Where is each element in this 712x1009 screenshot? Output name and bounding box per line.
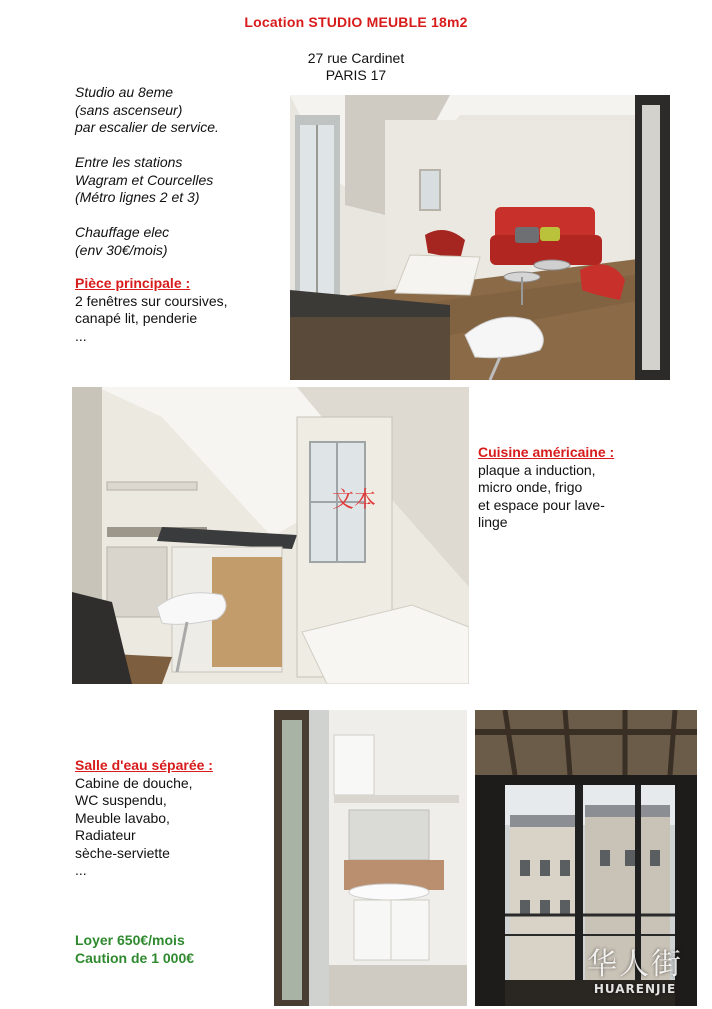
kitchen-line: et espace pour lave- bbox=[478, 496, 605, 513]
window-view-photo bbox=[475, 710, 697, 1006]
bathroom-heading: Salle d'eau séparée : bbox=[75, 757, 213, 773]
bathroom-line: Cabine de douche, bbox=[75, 774, 193, 791]
intro-line: (sans ascenseur) bbox=[75, 101, 183, 118]
page-title: Location STUDIO MEUBLE 18m2 bbox=[244, 14, 468, 30]
bathroom-line: sèche-serviette bbox=[75, 844, 170, 861]
intro-line: Studio au 8eme bbox=[75, 84, 174, 100]
address bbox=[256, 50, 456, 84]
bathroom-photo bbox=[274, 710, 467, 1006]
bathroom-line: WC suspendu, bbox=[75, 792, 167, 808]
address-city: PARIS 17 bbox=[325, 67, 387, 83]
bathroom-line: Radiateur bbox=[75, 827, 136, 843]
intro-line: (Métro lignes 2 et 3) bbox=[75, 189, 200, 205]
bathroom-line: Meuble lavabo, bbox=[75, 809, 170, 826]
kitchen-overlay-text: 文本 bbox=[332, 488, 377, 513]
intro-line: par escalier de service. bbox=[75, 119, 219, 135]
kitchen-photo bbox=[72, 387, 469, 684]
kitchen-heading: Cuisine américaine : bbox=[478, 444, 615, 460]
bathroom-block bbox=[75, 757, 213, 880]
intro-line: (env 30€/mois) bbox=[75, 241, 168, 258]
watermark-cn: 华人街 bbox=[587, 947, 683, 982]
deposit-line: Caution de 1 000€ bbox=[75, 949, 195, 966]
main-room-heading: Pièce principale : bbox=[75, 275, 191, 291]
kitchen-line: micro onde, frigo bbox=[478, 479, 583, 495]
address-street: 27 rue Cardinet bbox=[307, 50, 405, 66]
kitchen-line: plaque a induction, bbox=[478, 461, 596, 478]
main-room-line: ... bbox=[75, 327, 87, 344]
bathroom-line: ... bbox=[75, 862, 87, 878]
main-room-line: canapé lit, penderie bbox=[75, 310, 198, 326]
intro-line: Entre les stations bbox=[75, 154, 183, 170]
intro-line: Chauffage elec bbox=[75, 224, 170, 240]
watermark-en: HUARENJIE bbox=[593, 982, 677, 996]
kitchen-block bbox=[478, 444, 614, 532]
main-room-photo bbox=[290, 95, 670, 380]
watermark bbox=[587, 948, 683, 996]
rent-line: Loyer 650€/mois bbox=[75, 932, 185, 948]
main-room-block bbox=[75, 275, 228, 345]
main-room-line: 2 fenêtres sur coursives, bbox=[75, 292, 228, 309]
intro-block bbox=[75, 84, 219, 259]
kitchen-line: linge bbox=[478, 514, 508, 530]
rent-block bbox=[75, 932, 194, 967]
intro-line: Wagram et Courcelles bbox=[75, 171, 214, 188]
